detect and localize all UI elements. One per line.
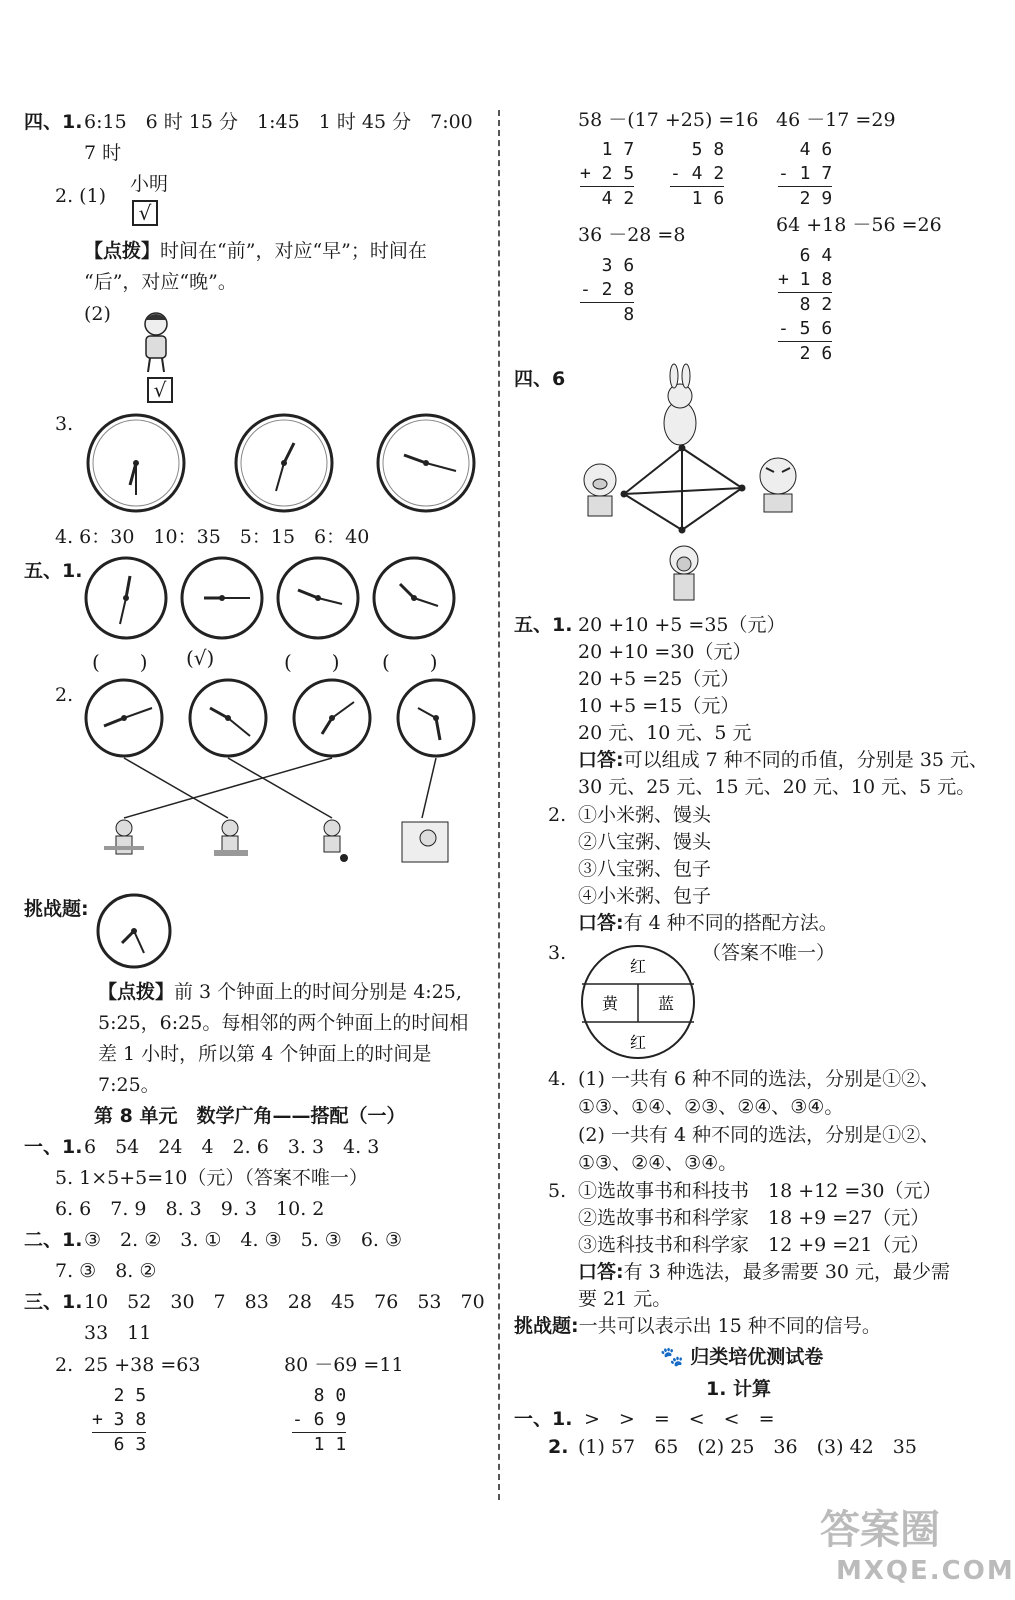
vertical-calc-2 — [292, 1384, 346, 1457]
left-s4-q3-label: 3. — [55, 413, 74, 435]
vcalc-result: 4 2 — [580, 188, 635, 209]
left-tip1-line2: “后”，对应“晚”。 — [84, 271, 237, 293]
eq-b: 46 －17 =29 — [776, 109, 896, 131]
clock-icon — [278, 558, 358, 638]
q5-label: 5. — [548, 1180, 567, 1202]
vertical-calc-d — [580, 254, 634, 327]
vcalc-result: 2 9 — [778, 188, 833, 209]
vcalc-row: 6 4 — [778, 245, 833, 266]
u2-line1: ③ 2. ② 3. ① 4. ③ 5. ③ 6. ③ — [84, 1229, 403, 1251]
vcalc-row: + 3 8 — [92, 1408, 146, 1433]
left-tip2-line4: 7:25。 — [98, 1074, 160, 1096]
vcalc-result: 1 6 — [670, 188, 725, 209]
q2-label: 2. — [548, 804, 567, 826]
circle-label-top: 红 — [629, 957, 647, 976]
vcalc-row: + 2 5 — [580, 162, 634, 187]
c1-line: > > = < < = — [584, 1408, 775, 1430]
s5-line3: 20 +5 =25（元） — [578, 668, 740, 690]
q4-label: 4. — [548, 1068, 567, 1090]
vertical-calc-1 — [92, 1384, 146, 1457]
clock-icon — [398, 680, 474, 756]
boy-figure-icon — [134, 310, 178, 374]
q5-line3: ③选科技书和科学家 12 +9 =21（元） — [578, 1234, 930, 1256]
right-section4-label: 四、6 — [514, 368, 566, 390]
tip-label: 【点拨】 — [98, 981, 175, 1003]
vcalc-row: 4 6 — [778, 139, 833, 160]
paw-icon: 🐾 — [660, 1346, 691, 1368]
watermark-logo: 答案圈 — [820, 1507, 940, 1553]
s5-line4: 10 +5 =15（元） — [578, 695, 740, 717]
u2-line2: 7. ③ 8. ② — [55, 1260, 157, 1282]
check-box-1: √ — [132, 200, 158, 226]
vcalc-row: - 4 2 — [670, 162, 724, 187]
child-eating-icon — [104, 820, 144, 854]
left-s4-q2-label: 2. (1) — [55, 185, 107, 207]
left-tip2-line3: 差 1 小时，所以第 4 个钟面上的时间是 — [98, 1043, 432, 1065]
right-challenge — [514, 1317, 881, 1336]
answer-label: 口答: — [578, 1261, 624, 1283]
monkey-icon — [670, 546, 698, 600]
challenge-label: 挑战题: — [514, 1315, 579, 1337]
left-tip1-line1 — [84, 242, 427, 261]
u3-line1: 10 52 30 7 83 28 45 76 53 70 — [84, 1291, 485, 1313]
section-title-text: 归类培优测试卷 — [690, 1346, 824, 1368]
u3-eq2: 80 －69 =11 — [284, 1354, 404, 1376]
pig-icon — [584, 464, 616, 516]
clock-icon — [374, 558, 454, 638]
vcalc-row: - 5 6 — [778, 317, 832, 342]
vcalc-row: 8 2 — [778, 294, 833, 315]
vertical-calc-a — [580, 138, 634, 211]
clock-icon — [96, 893, 172, 969]
watermark-url: MXQE.COM — [836, 1556, 1015, 1586]
child-playing-icon — [324, 820, 348, 862]
q2-line4: ④小米粥、包子 — [578, 885, 712, 907]
s5-line2: 20 +10 =30（元） — [578, 641, 752, 663]
left-s4-q4: 4. 6：30 10：35 5：15 6：40 — [55, 526, 370, 548]
answer-label: 口答: — [578, 749, 624, 771]
q3-label: 3. — [548, 942, 567, 964]
right-section5-label: 五、1. — [514, 614, 573, 636]
vcalc-result: 8 — [580, 304, 635, 325]
q5-answer-line1 — [578, 1263, 950, 1282]
left-section4-label: 四、1. — [24, 111, 83, 133]
u1-line1: 6 54 24 4 2. 6 3. 3 4. 3 — [84, 1136, 380, 1158]
vertical-calc-c — [778, 138, 832, 211]
u3-line2: 33 11 — [84, 1322, 152, 1344]
u3-label: 三、1. — [24, 1291, 83, 1313]
vcalc-result: 2 6 — [778, 343, 833, 364]
u3-eq1: 25 +38 =63 — [84, 1354, 201, 1376]
challenge-text: 一共可以表示出 15 种不同的信号。 — [578, 1315, 881, 1337]
s5-answer-line1 — [578, 751, 988, 770]
s5-line1: 20 +10 +5 =35（元） — [578, 614, 786, 636]
vcalc-row: - 1 7 — [778, 162, 832, 187]
answer-paren-4: ( ) — [382, 650, 438, 674]
left-s4-q1-line2: 7 时 — [84, 142, 122, 164]
vcalc-row: 8 0 — [292, 1385, 347, 1406]
q4-line2: ①③、①④、②③、②④、③④。 — [578, 1096, 844, 1118]
vertical-calc-e — [778, 244, 832, 366]
answer-text: 可以组成 7 种不同的币值，分别是 35 元、 — [623, 749, 989, 771]
tip2-text1: 前 3 个钟面上的时间分别是 4:25, — [174, 981, 462, 1003]
circle-label-left: 黄 — [601, 994, 619, 1013]
unit8-title: 第 8 单元 数学广角——搭配（一） — [94, 1105, 406, 1127]
c1-label: 一、1. — [514, 1408, 573, 1430]
q2-line3: ③八宝粥、包子 — [578, 858, 712, 880]
clock-icon — [236, 415, 332, 511]
section-title — [660, 1348, 823, 1367]
c2-label: 2. — [548, 1436, 569, 1458]
clock-icon — [88, 415, 184, 511]
q5-answer-line2: 要 21 元。 — [578, 1288, 672, 1310]
left-s5-q2-label: 2. — [55, 684, 74, 706]
vcalc-row: - 2 8 — [580, 278, 634, 303]
tiger-icon — [760, 458, 796, 512]
clock-icon — [378, 415, 474, 511]
tip1-text1: 时间在“前”，对应“早”；时间在 — [160, 240, 427, 262]
vcalc-result: 1 1 — [292, 1434, 347, 1455]
column-divider — [498, 110, 500, 1500]
q5-line1: ①选故事书和科技书 18 +12 =30（元） — [578, 1180, 942, 1202]
vcalc-result: 6 3 — [92, 1434, 147, 1455]
child-sleeping-icon — [402, 822, 448, 862]
s5-answer-line2: 30 元、25 元、15 元、20 元、10 元、5 元。 — [578, 776, 976, 798]
clock-icon — [86, 558, 166, 638]
sub-title: 1. 计算 — [706, 1378, 772, 1400]
tip-label: 【点拨】 — [84, 240, 161, 262]
answer-label: 口答: — [578, 912, 624, 934]
vcalc-row: 3 6 — [580, 255, 635, 276]
q2-answer — [578, 914, 838, 933]
answer-paren-1: ( ) — [92, 650, 148, 674]
u1-line3: 6. 6 7. 9 8. 3 9. 3 10. 2 — [55, 1198, 325, 1220]
left-s4-q2-name: 小明 — [130, 173, 169, 195]
q3-note: （答案不唯一） — [702, 942, 836, 964]
q4-line1: (1) 一共有 6 种不同的选法，分别是①②、 — [578, 1068, 940, 1090]
q2-line2: ②八宝粥、馒头 — [578, 831, 712, 853]
answer-text: 有 4 种不同的搭配方法。 — [623, 912, 838, 934]
vertical-calc-b — [670, 138, 724, 211]
clock-icon — [182, 558, 262, 638]
q2-line1: ①小米粥、馒头 — [578, 804, 712, 826]
vcalc-row: - 6 9 — [292, 1408, 346, 1433]
eq-a: 58 －(17 +25) =16 — [578, 109, 759, 131]
vcalc-row: 1 7 — [580, 139, 635, 160]
clock-row-2 — [84, 556, 460, 642]
left-challenge-label: 挑战题: — [24, 898, 89, 920]
s5-line5: 20 元、10 元、5 元 — [578, 722, 752, 744]
eq-c: 36 －28 =8 — [578, 224, 686, 246]
u3-q2-label: 2. — [55, 1354, 74, 1376]
answer-text: 有 3 种选法，最多需要 30 元，最少需 — [623, 1261, 951, 1283]
u2-label: 二、1. — [24, 1229, 83, 1251]
circle-label-right: 蓝 — [657, 994, 675, 1013]
answer-paren-2: (√) — [186, 646, 215, 670]
vcalc-row: 5 8 — [670, 139, 725, 160]
left-tip2-line1 — [98, 983, 462, 1002]
clock-matching-figure — [84, 678, 484, 878]
color-circle-diagram — [578, 944, 698, 1060]
child-studying-icon — [214, 820, 248, 856]
vcalc-row: 2 5 — [92, 1385, 147, 1406]
eq-d: 64 +18 －56 =26 — [776, 214, 942, 236]
clock-icon — [294, 680, 370, 756]
left-section5-label: 五、1. — [24, 560, 83, 582]
clock-icon — [190, 680, 266, 756]
q4-line3: (2) 一共有 4 种不同的选法，分别是①②、 — [578, 1124, 940, 1146]
q4-line4: ①③、②④、③④。 — [578, 1152, 738, 1174]
vcalc-row: + 1 8 — [778, 268, 832, 293]
rabbit-icon — [664, 364, 696, 445]
check-box-2: √ — [147, 377, 173, 403]
answer-paren-3: ( ) — [284, 650, 340, 674]
clock-icon — [86, 680, 162, 756]
circle-label-bottom: 红 — [629, 1033, 647, 1052]
left-s4-q1-line1: 6:15 6 时 15 分 1:45 1 时 45 分 7:00 — [84, 111, 473, 133]
handshake-diagram — [570, 368, 810, 608]
left-tip2-line2: 5:25，6:25。每相邻的两个钟面上的时间相 — [98, 1012, 469, 1034]
left-s4-q2b-label: (2) — [84, 303, 111, 325]
clock-row-1 — [86, 413, 476, 513]
q5-line2: ②选故事书和科学家 18 +9 =27（元） — [578, 1207, 930, 1229]
c2-line: (1) 57 65 (2) 25 36 (3) 42 35 — [578, 1436, 917, 1458]
u1-label: 一、1. — [24, 1136, 83, 1158]
u1-line2: 5. 1×5+5=10（元）（答案不唯一） — [55, 1167, 368, 1189]
